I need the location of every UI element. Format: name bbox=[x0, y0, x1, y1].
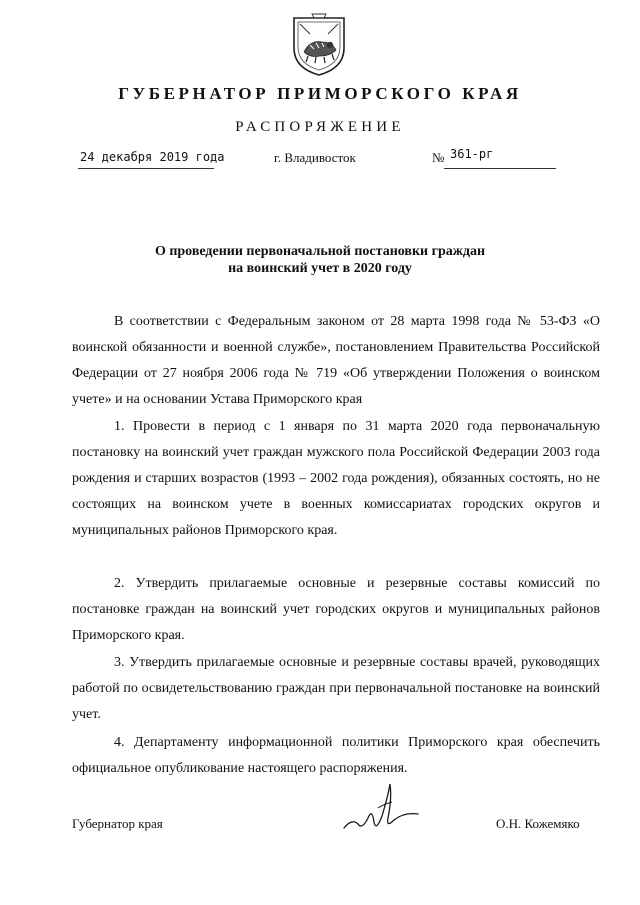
title-line-2: на воинский учет в 2020 году bbox=[228, 261, 412, 276]
document-date: 24 декабря 2019 года bbox=[80, 150, 225, 164]
handwritten-signature bbox=[338, 778, 422, 838]
preamble-paragraph: В соответствии с Федеральным законом от 28 марта 1998 года № 53-ФЗ «О воинской обязанности и военной службе», постановлением Правительства Российской Федерации от 27 ноября 2006 года № 719 «Об утверждении Положения о воинском учете» и на основании Устава Приморского края bbox=[72, 314, 600, 407]
document-title bbox=[0, 243, 640, 277]
document-number: 361-рг bbox=[450, 147, 494, 161]
item-3-paragraph: 3. Утвердить прилагаемые основные и резервные составы врачей, руководящих работой по освидетельствованию граждан при первоначальной постановке на воинский учет. bbox=[72, 655, 600, 722]
item-1-paragraph: 1. Провести в период с 1 января по 31 марта 2020 года первоначальную постановку на воинский учет граждан мужского пола Российской Федерации 2003 года рождения и старших возрастов (1993 – 2002 года рождения), обязанных состоять, но не состоящих на воинском учете в военных комиссариатах городских округов и муниципальных районов Приморского края. bbox=[72, 419, 600, 538]
signatory-position: Губернатор края bbox=[72, 816, 163, 831]
item-2-paragraph: 2. Утвердить прилагаемые основные и резервные составы комиссий по постановке граждан на воинский учет городских округов и муниципальных районов Приморского края. bbox=[72, 576, 600, 643]
number-underline bbox=[444, 168, 556, 169]
document-city: г. Владивосток bbox=[274, 150, 356, 165]
date-underline bbox=[78, 168, 214, 169]
authority-heading: ГУБЕРНАТОР ПРИМОРСКОГО КРАЯ bbox=[118, 84, 522, 103]
item-4-paragraph: 4. Департаменту информационной политики Приморского края обеспечить официальное опубликование настоящего распоряжения. bbox=[72, 735, 600, 776]
title-line-1: О проведении первоначальной постановки граждан bbox=[154, 244, 486, 259]
signatory-name: О.Н. Кожемяко bbox=[496, 816, 580, 831]
document-type: РАСПОРЯЖЕНИЕ bbox=[235, 119, 405, 135]
number-label: № bbox=[432, 150, 445, 165]
coat-of-arms-emblem bbox=[290, 12, 348, 78]
